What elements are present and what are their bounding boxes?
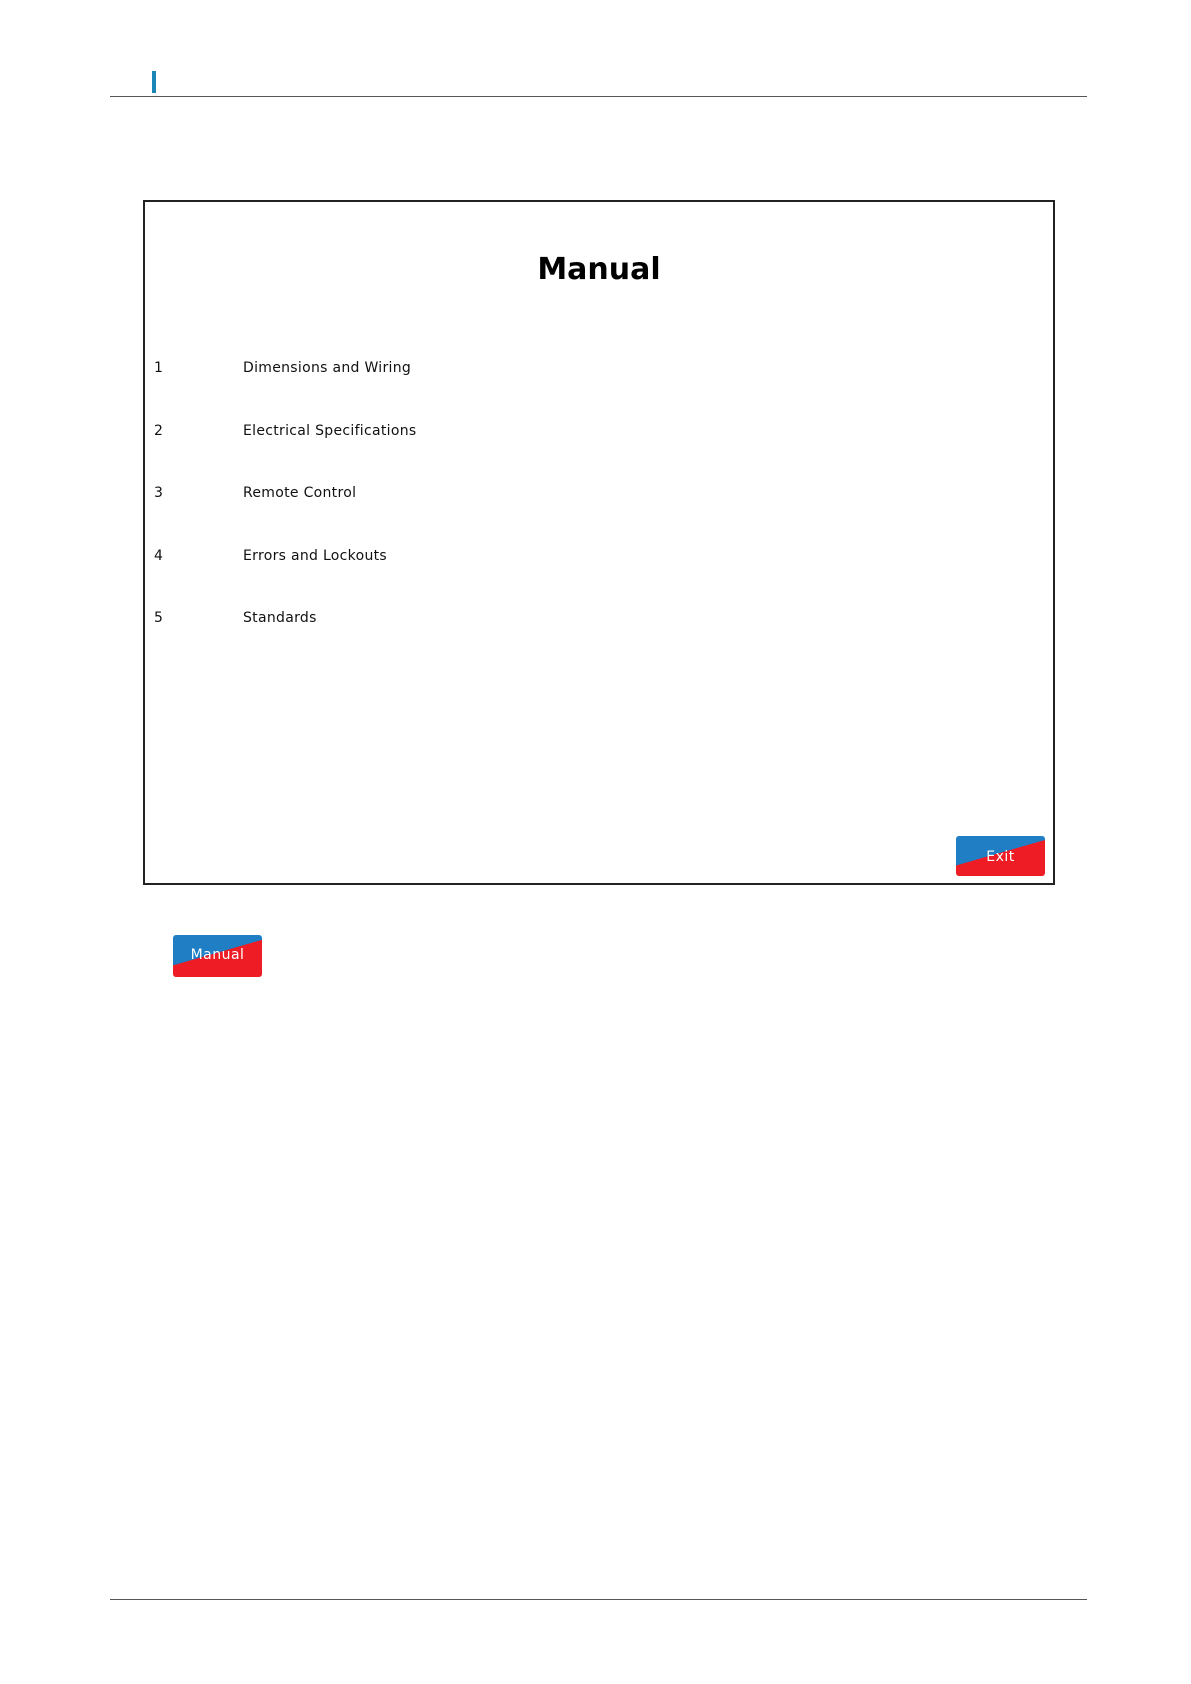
menu-item-number: 3 (154, 485, 163, 501)
manual-screen (143, 200, 1055, 885)
menu-item-number: 1 (154, 360, 163, 376)
menu-item-standards[interactable] (145, 610, 1053, 673)
header-accent-bar (152, 71, 156, 93)
menu-item-errors-and-lockouts[interactable] (145, 548, 1053, 611)
menu-item-label: Dimensions and Wiring (243, 360, 412, 376)
menu-item-number: 2 (154, 422, 163, 439)
menu-item-dimensions-and-wiring[interactable] (145, 360, 1053, 423)
menu-item-label: Electrical Specifications (243, 422, 417, 439)
menu-item-label: Remote Control (243, 485, 357, 501)
screen-title: Manual (537, 252, 661, 287)
menu-item-label: Standards (243, 610, 317, 626)
menu-item-remote-control[interactable] (145, 485, 1053, 548)
exit-button[interactable]: Exit (956, 836, 1045, 876)
manual-menu-list (145, 360, 1053, 673)
menu-item-electrical-specifications[interactable] (145, 423, 1053, 486)
header-divider (110, 96, 1087, 97)
menu-item-number: 5 (154, 610, 163, 626)
footer-divider (110, 1599, 1087, 1600)
menu-item-number: 4 (154, 547, 163, 564)
manual-button[interactable]: Manual (173, 935, 262, 977)
menu-item-label: Errors and Lockouts (243, 547, 388, 564)
